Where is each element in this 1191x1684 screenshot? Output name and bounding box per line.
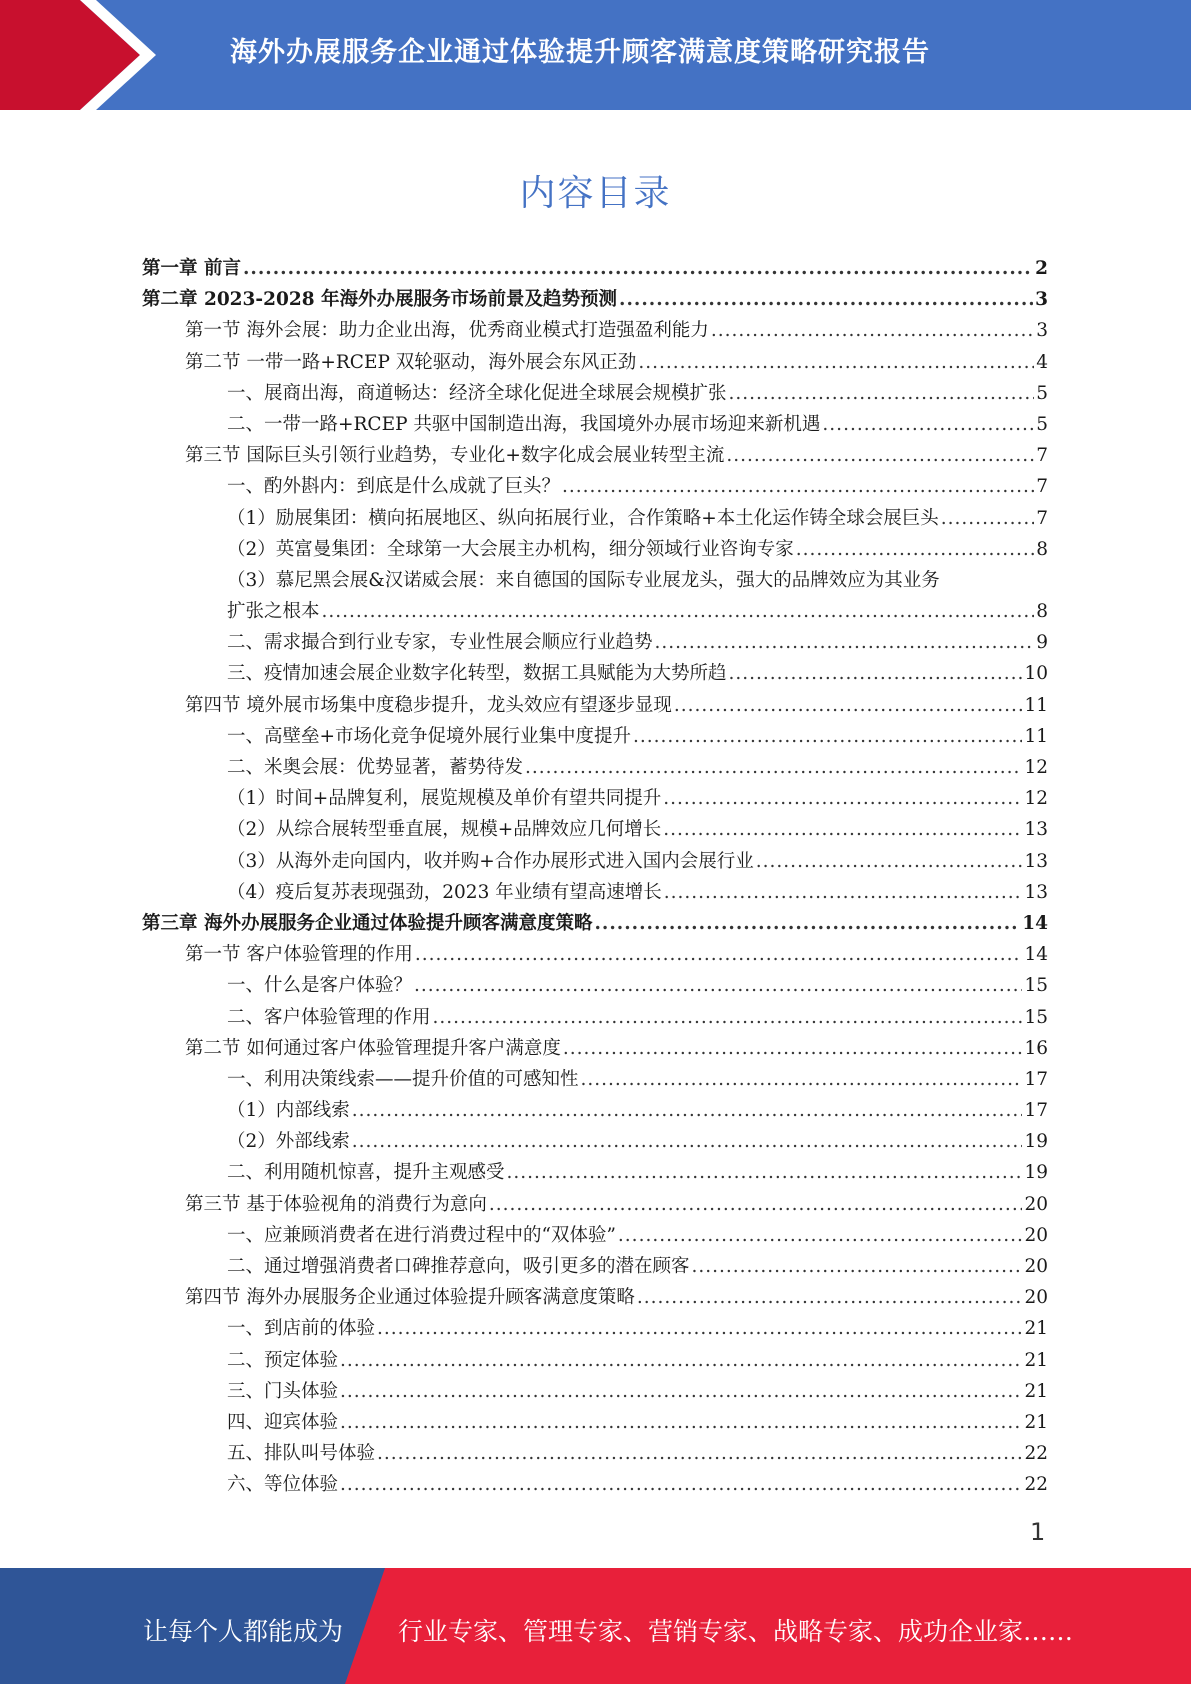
toc-dot-leader xyxy=(637,1282,1023,1313)
footer-slogan-left: 让每个人都能成为 xyxy=(143,1617,344,1646)
toc-entry-page: 17 xyxy=(1024,1068,1048,1090)
toc-dot-leader xyxy=(729,378,1035,409)
toc-dot-leader xyxy=(638,347,1034,378)
toc-dot-leader xyxy=(507,1157,1023,1188)
toc-entry[interactable] xyxy=(142,1095,1048,1126)
toc-entry-title: 五、排队叫号体验 xyxy=(227,1443,376,1465)
toc-dot-leader xyxy=(655,627,1035,658)
toc-dot-leader xyxy=(941,503,1034,534)
toc-entry-page: 17 xyxy=(1024,1100,1048,1122)
toc-entry-title: （1）内部线索 xyxy=(227,1100,350,1122)
toc-entry-page: 4 xyxy=(1036,351,1048,373)
toc-dot-leader xyxy=(711,315,1034,346)
toc-dot-leader xyxy=(563,1033,1023,1064)
toc-dot-leader xyxy=(796,534,1034,565)
toc-entry[interactable] xyxy=(142,534,1048,565)
toc-entry[interactable] xyxy=(142,253,1048,284)
toc-dot-leader xyxy=(340,1469,1022,1500)
toc-entry-title: （2）英富曼集团：全球第一大会展主办机构，细分领域行业咨询专家 xyxy=(227,538,794,560)
toc-entry[interactable] xyxy=(142,1157,1048,1188)
toc-entry-page: 15 xyxy=(1024,975,1048,997)
toc-dot-leader xyxy=(663,783,1022,814)
toc-entry-page: 5 xyxy=(1036,382,1048,404)
toc-entry-title: 二、一带一路+RCEP 共驱中国制造出海，我国境外办展市场迎来新机遇 xyxy=(227,413,821,435)
toc-entry[interactable] xyxy=(142,596,1048,627)
toc-dot-leader xyxy=(822,409,1034,440)
toc-entry-title: （3）从海外走向国内，收并购+合作办展形式进入国内会展行业 xyxy=(227,850,754,872)
toc-entry[interactable] xyxy=(142,471,1048,502)
toc-entry[interactable] xyxy=(142,939,1048,970)
toc-entry-title: （1）时间+品牌复利，展览规模及单价有望共同提升 xyxy=(227,788,662,810)
toc-entry-title: 二、需求撮合到行业专家，专业性展会顺应行业趋势 xyxy=(227,632,653,654)
toc-entry-title: 二、米奥会展：优势显著，蓄势待发 xyxy=(227,757,524,778)
toc-dot-leader xyxy=(340,1407,1022,1438)
page-footer xyxy=(0,1568,1191,1684)
toc-entry-title: 第三节 国际巨头引领行业趋势，专业化+数字化成会展业转型主流 xyxy=(185,445,725,467)
toc-dot-leader xyxy=(525,752,1022,783)
header-title: 海外办展服务企业通过体验提升顾客满意度策略研究报告 xyxy=(230,37,930,68)
toc-entry-title: 第四节 境外展市场集中度稳步提升，龙头效应有望逐步显现 xyxy=(185,694,672,716)
toc-entry-page: 5 xyxy=(1036,413,1048,435)
toc-dot-leader xyxy=(352,1095,1023,1126)
toc-entry-page: 22 xyxy=(1024,1443,1048,1465)
toc-dot-leader xyxy=(340,1345,1022,1376)
footer-slogan-right: 行业专家、管理专家、营销专家、战略专家、成功企业家…… xyxy=(398,1617,1074,1646)
toc-entry-page: 14 xyxy=(1024,944,1048,966)
toc-entry-title: 二、利用随机惊喜，提升主观感受 xyxy=(227,1162,505,1184)
toc-dot-leader xyxy=(352,1126,1023,1157)
toc-dot-leader xyxy=(633,721,1022,752)
toc-dot-leader xyxy=(619,284,1033,315)
toc-entry[interactable] xyxy=(142,1033,1048,1064)
toc-entry[interactable] xyxy=(142,721,1048,752)
toc-entry-title: 四、迎宾体验 xyxy=(227,1411,339,1433)
toc-entry-page: 8 xyxy=(1036,538,1048,560)
toc-dot-leader xyxy=(692,1251,1023,1282)
toc-entry-title: 二、通过增强消费者口碑推荐意向，吸引更多的潜在顾客 xyxy=(227,1256,690,1277)
toc-entry-title: 第一节 客户体验管理的作用 xyxy=(185,944,413,966)
toc-dot-leader xyxy=(562,471,1034,502)
toc-entry-page: 13 xyxy=(1024,819,1048,841)
toc-entry-page: 19 xyxy=(1024,1162,1048,1184)
toc-entry-title: 一、酌外斟内：到底是什么成就了巨头？ xyxy=(227,476,561,498)
toc-entry-page: 2 xyxy=(1035,258,1048,279)
toc-dot-leader xyxy=(377,1438,1022,1469)
toc-entry[interactable] xyxy=(142,1126,1048,1157)
toc-dot-leader xyxy=(618,1220,1023,1251)
toc-entry-title: 第一节 海外会展：助力企业出海，优秀商业模式打造强盈利能力 xyxy=(185,320,709,342)
toc-entry-page: 12 xyxy=(1024,788,1048,810)
toc-entry[interactable] xyxy=(142,1282,1048,1313)
toc-entry-page: 3 xyxy=(1036,320,1048,342)
toc-entry[interactable] xyxy=(142,1376,1048,1407)
toc-entry-title: 第四节 海外办展服务企业通过体验提升顾客满意度策略 xyxy=(185,1287,635,1309)
toc-dot-leader xyxy=(489,1189,1023,1220)
toc-entry[interactable] xyxy=(142,752,1048,783)
toc-entry-title: 一、高壁垒+市场化竞争促境外展行业集中度提升 xyxy=(227,725,632,747)
toc-entry[interactable] xyxy=(142,565,1048,596)
page-header xyxy=(0,0,1191,110)
toc-entry[interactable] xyxy=(142,315,1048,346)
toc-entry[interactable] xyxy=(142,1438,1048,1469)
toc-entry[interactable] xyxy=(142,908,1048,939)
toc-entry-title: 一、应兼顾消费者在进行消费过程中的“双体验” xyxy=(227,1224,616,1246)
toc-entry-page: 8 xyxy=(1036,601,1048,623)
toc-entry-page: 20 xyxy=(1024,1224,1048,1246)
toc-dot-leader xyxy=(414,970,1022,1001)
toc-entry-page: 19 xyxy=(1024,1131,1048,1153)
toc-dot-leader xyxy=(340,1376,1022,1407)
toc-dot-leader xyxy=(594,908,1020,939)
toc-entry[interactable] xyxy=(142,1251,1048,1282)
toc-dot-leader xyxy=(756,846,1023,877)
toc-entry[interactable] xyxy=(142,690,1048,721)
toc-entry-page: 13 xyxy=(1024,881,1048,903)
toc-entry-page: 16 xyxy=(1024,1037,1048,1059)
toc-entry[interactable] xyxy=(142,877,1048,908)
toc-dot-leader xyxy=(322,596,1035,627)
toc-entry-title: 第三章 海外办展服务企业通过体验提升顾客满意度策略 xyxy=(142,912,593,934)
toc-entry-title: 第二章 2023-2028 年海外办展服务市场前景及趋势预测 xyxy=(142,289,618,311)
toc-entry[interactable] xyxy=(142,1002,1048,1033)
toc-entry-page: 15 xyxy=(1024,1006,1048,1028)
toc-dot-leader xyxy=(433,1002,1023,1033)
toc-entry-title: 一、展商出海，商道畅达：经济全球化促进全球展会规模扩张 xyxy=(227,382,727,404)
toc-entry[interactable] xyxy=(142,1345,1048,1376)
toc-entry-page: 20 xyxy=(1024,1287,1048,1309)
toc-entry-title: （1）励展集团：横向拓展地区、纵向拓展行业，合作策略+本土化运作铸全球会展巨头 xyxy=(227,507,939,529)
toc-entry-page: 21 xyxy=(1024,1349,1048,1371)
toc-entry-page: 20 xyxy=(1024,1256,1048,1277)
toc-entry[interactable] xyxy=(142,846,1048,877)
toc-entry[interactable] xyxy=(142,440,1048,471)
toc-entry-title: （2）从综合展转型垂直展，规模+品牌效应几何增长 xyxy=(227,819,662,841)
toc-entry-title: 一、什么是客户体验？ xyxy=(227,975,413,997)
toc-entry-page: 7 xyxy=(1036,507,1048,529)
toc-entry[interactable] xyxy=(142,1313,1048,1344)
toc-entry-page: 21 xyxy=(1024,1318,1048,1340)
toc-entry-page: 3 xyxy=(1035,289,1048,311)
toc-dot-leader xyxy=(726,440,1034,471)
toc-entry-page: 7 xyxy=(1036,445,1048,467)
toc-entry[interactable] xyxy=(142,378,1048,409)
toc-entry[interactable] xyxy=(142,814,1048,845)
toc-entry-title: 六、等位体验 xyxy=(227,1474,339,1496)
table-of-contents xyxy=(142,253,1048,1501)
toc-entry-title: 第三节 基于体验视角的消费行为意向 xyxy=(185,1193,487,1215)
toc-entry-page: 22 xyxy=(1024,1474,1048,1496)
toc-dot-leader xyxy=(664,877,1023,908)
toc-entry-title: 第二节 一带一路+RCEP 双轮驱动，海外展会东风正劲 xyxy=(185,351,637,373)
toc-dot-leader xyxy=(415,939,1023,970)
toc-entry-title: 二、客户体验管理的作用 xyxy=(227,1006,431,1028)
toc-entry-title: 三、门头体验 xyxy=(227,1380,339,1402)
toc-entry-title: （4）疫后复苏表现强劲，2023 年业绩有望高速增长 xyxy=(227,881,662,903)
toc-dot-leader xyxy=(581,1064,1023,1095)
toc-entry-title: （3）慕尼黑会展&汉诺威会展：来自德国的国际专业展龙头，强大的品牌效应为其业务 xyxy=(227,569,940,591)
toc-entry-title: 扩张之根本 xyxy=(227,601,320,623)
toc-entry[interactable] xyxy=(142,1220,1048,1251)
toc-entry-page: 12 xyxy=(1024,757,1048,778)
toc-entry[interactable] xyxy=(142,970,1048,1001)
toc-entry-title: （2）外部线索 xyxy=(227,1131,350,1153)
toc-entry-title: 第一章 前言 xyxy=(142,258,241,279)
toc-entry[interactable] xyxy=(142,1189,1048,1220)
toc-entry[interactable] xyxy=(142,1407,1048,1438)
toc-dot-leader xyxy=(729,658,1023,689)
toc-entry-page: 21 xyxy=(1024,1411,1048,1433)
toc-entry-page: 10 xyxy=(1024,663,1048,685)
toc-entry[interactable] xyxy=(142,1469,1048,1500)
toc-entry-page: 21 xyxy=(1024,1380,1048,1402)
toc-entry[interactable] xyxy=(142,658,1048,689)
toc-entry[interactable] xyxy=(142,503,1048,534)
toc-entry-page: 13 xyxy=(1024,850,1048,872)
toc-entry-page: 11 xyxy=(1024,694,1048,716)
toc-entry-title: 二、预定体验 xyxy=(227,1349,339,1371)
toc-entry-page: 11 xyxy=(1024,725,1048,747)
toc-entry-title: 一、利用决策线索——提升价值的可感知性 xyxy=(227,1068,579,1090)
toc-entry-page: 20 xyxy=(1024,1193,1048,1215)
toc-dot-leader xyxy=(377,1313,1022,1344)
toc-title: 内容目录 xyxy=(519,173,672,214)
toc-dot-leader xyxy=(674,690,1023,721)
toc-entry[interactable] xyxy=(142,1064,1048,1095)
page-number: 1 xyxy=(1030,1518,1046,1546)
toc-entry[interactable] xyxy=(142,783,1048,814)
toc-entry-title: 第二节 如何通过客户体验管理提升客户满意度 xyxy=(185,1037,561,1059)
toc-entry-page: 14 xyxy=(1022,912,1048,934)
toc-entry[interactable] xyxy=(142,284,1048,315)
toc-entry[interactable] xyxy=(142,347,1048,378)
toc-entry-page: 7 xyxy=(1036,476,1048,498)
toc-dot-leader xyxy=(243,253,1033,284)
toc-entry-title: 三、疫情加速会展企业数字化转型，数据工具赋能为大势所趋 xyxy=(227,663,727,685)
toc-entry-page: 9 xyxy=(1036,632,1048,654)
toc-dot-leader xyxy=(663,814,1022,845)
toc-entry-title: 一、到店前的体验 xyxy=(227,1318,376,1340)
toc-entry[interactable] xyxy=(142,627,1048,658)
toc-entry[interactable] xyxy=(142,409,1048,440)
